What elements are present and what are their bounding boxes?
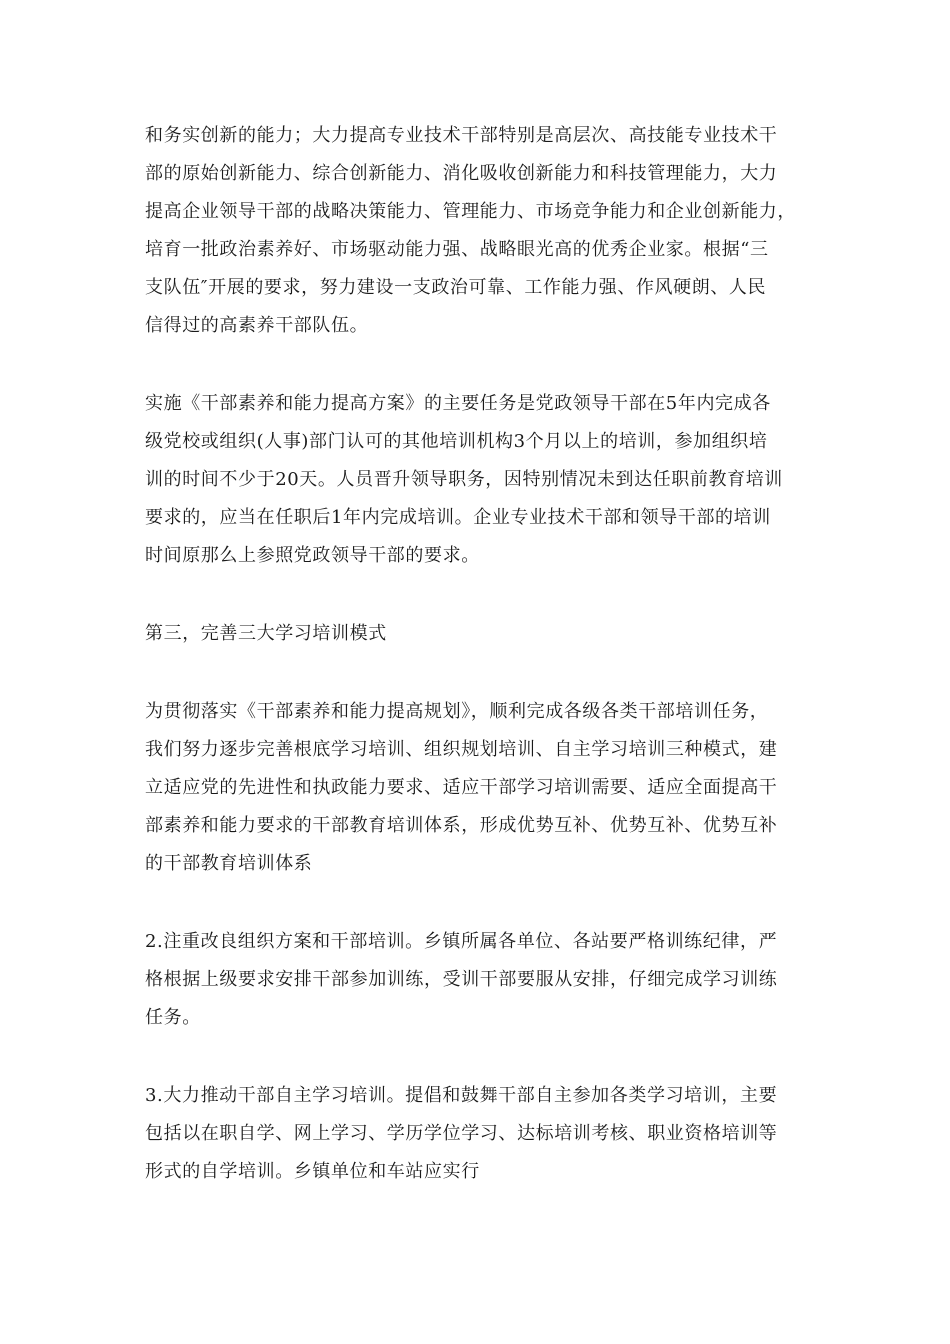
text-line: 实施《干部素养和能力提高方案》的主要任务是党政领导干部在5年内完成各 <box>145 393 771 414</box>
paragraph-spacer <box>145 1037 805 1077</box>
text-line: 信得过的高素养干部队伍。 <box>145 315 369 336</box>
text-line: 部的原始创新能力、综合创新能力、消化吸收创新能力和科技管理能力，大力 <box>145 163 778 184</box>
text-line: 我们努力逐步完善根底学习培训、组织规划培训、自主学习培训三种模式，建 <box>145 739 778 760</box>
text-line: 任务。 <box>145 1007 201 1028</box>
text-line: 支队伍″开展的要求，努力建设一支政治可靠、工作能力强、作风硬朗、人民 <box>145 277 767 298</box>
text-line: 第三，完善三大学习培训模式 <box>145 623 387 644</box>
text-line: 形式的自学培训。乡镇单位和车站应实行 <box>145 1161 480 1182</box>
text-line: 格根据上级要求安排干部参加训练，受训干部要服从安排，仔细完成学习训练 <box>145 969 778 990</box>
text-line: 2.注重改良组织方案和干部培训。乡镇所属各单位、各站要严格训练纪律，严 <box>145 931 778 952</box>
text-line: 的干部教育培训体系 <box>145 853 313 874</box>
paragraph-4 <box>145 923 805 1037</box>
paragraph-2 <box>145 385 805 575</box>
document-body <box>145 117 805 1191</box>
section-heading <box>145 615 805 653</box>
text-line: 为贯彻落实《干部素养和能力提高规划》，顺利完成各级各类干部培训任务， <box>145 701 769 722</box>
text-line: 部素养和能力要求的干部教育培训体系，形成优势互补、优势互补、优势互补 <box>145 815 778 836</box>
text-line: 级党校或组织(人事)部门认可的其他培训机构3个月以上的培训，参加组织培 <box>145 431 768 452</box>
text-line: 要求的，应当在任职后1年内完成培训。企业专业技术干部和领导干部的培训 <box>145 507 771 528</box>
paragraph-spacer <box>145 575 805 615</box>
text-line: 培育一批政治素养好、市场驱动能力强、战略眼光高的优秀企业家。根据“三 <box>145 239 769 260</box>
paragraph-spacer <box>145 345 805 385</box>
paragraph-3 <box>145 693 805 883</box>
text-line: 和务实创新的能力；大力提高专业技术干部特别是高层次、高技能专业技术干 <box>145 125 778 146</box>
text-line: 立适应党的先进性和执政能力要求、适应干部学习培训需要、适应全面提高干 <box>145 777 778 798</box>
text-line: 时间原那么上参照党政领导干部的要求。 <box>145 545 480 566</box>
text-line: 提高企业领导干部的战略决策能力、管理能力、市场竞争能力和企业创新能力， <box>145 201 796 222</box>
text-line: 训的时间不少于20天。人员晋升领导职务，因特别情况未到达任职前教育培训 <box>145 469 783 490</box>
paragraph-1 <box>145 117 805 345</box>
paragraph-5 <box>145 1077 805 1191</box>
text-line: 包括以在职自学、网上学习、学历学位学习、达标培训考核、职业资格培训等 <box>145 1123 778 1144</box>
paragraph-spacer <box>145 883 805 923</box>
text-line: 3.大力推动干部自主学习培训。提倡和鼓舞干部自主参加各类学习培训，主要 <box>145 1085 778 1106</box>
paragraph-spacer <box>145 653 805 693</box>
